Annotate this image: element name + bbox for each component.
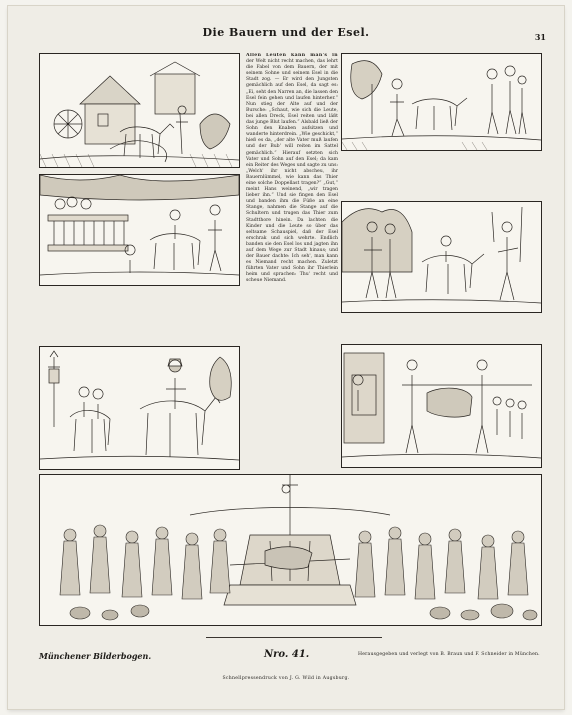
illustration-balustrade-scene bbox=[39, 174, 240, 286]
footer-divider bbox=[206, 637, 382, 638]
broadsheet bbox=[8, 6, 564, 709]
illustration-mill-departure bbox=[39, 53, 240, 168]
illustration-fountain-crowd bbox=[39, 474, 542, 626]
page-number: 31 bbox=[534, 32, 546, 42]
publisher-line: Herausgegeben und verlegt von B. Braun und F. Schneider in München. bbox=[358, 652, 540, 657]
illustration-rider-confrontation bbox=[341, 201, 542, 313]
printer-line: Schnellpressendruck von J. G. Wild in Augsburg. bbox=[222, 676, 350, 681]
illustration-town-gate bbox=[341, 344, 542, 468]
story-text: Allen Leuten kann man's in der Welt nicht recht machen, das lehrt die Fabel von dem Bauern, der mit seinem Sohne und seinem Esel in die Stadt zog. — Er wird den Jungsten gemächlich auf den Esel, da sagt es: „Ei, seht den Narren an, die lassen den Esel fein gehen und laufen hinterher.“ Nun stieg der Alte auf und der Bursche: „Schaut, wie sich die Leute, bei allen Dreck, Esel reiten und läßt das junge Blut laufen.“ Alsbald ließ der Sohn den Knaben aufsitzen und wanderte hinterdrein. „Wie geschickt,“ hieß es da, „der alte Vater muß laufen und der Bub' will reiten im Sattel gemächlich.“ Hierauf setzten sich Vater und Sohn auf den Esel; da kam ein Reiter des Weges und sagte zu uns: „Welch' ihr nicht abscheu, ihr Bauernlümmel, wie kann das Thier eine solche Doppellast tragen?“ „Gut,“ meint Hans weinend, „wir tragen lieber ihn.“ Und sie fingen den Esel und banden ihm die Füße an eine Stange, nahmen die Stange auf die Schultern und trugen das Thier zum Stadtthore hinein. Da lachten die Kinder und die Leute so über das seltsame Schauspiel, daß der Esel erschrak und sich wehrte. Endlich banden sie den Esel los und jagten ihn auf dem Wege zur Stadt hinaus; und der Bauer dachte: Ich seh', man kann es Niemand recht machen. Zuletzt führten Vater und Sohn ihr Thierlein heim und sprachen: Thu' recht und scheue Niemand. bbox=[246, 53, 338, 284]
issue-number: Nro. 41. bbox=[264, 649, 310, 660]
illustration-wayside-riders bbox=[39, 346, 240, 470]
illustration-road-travelers bbox=[341, 53, 542, 151]
series-name: Münchener Bilderbogen. bbox=[39, 651, 152, 661]
sheet-title: Die Bauern und der Esel. bbox=[202, 26, 370, 39]
